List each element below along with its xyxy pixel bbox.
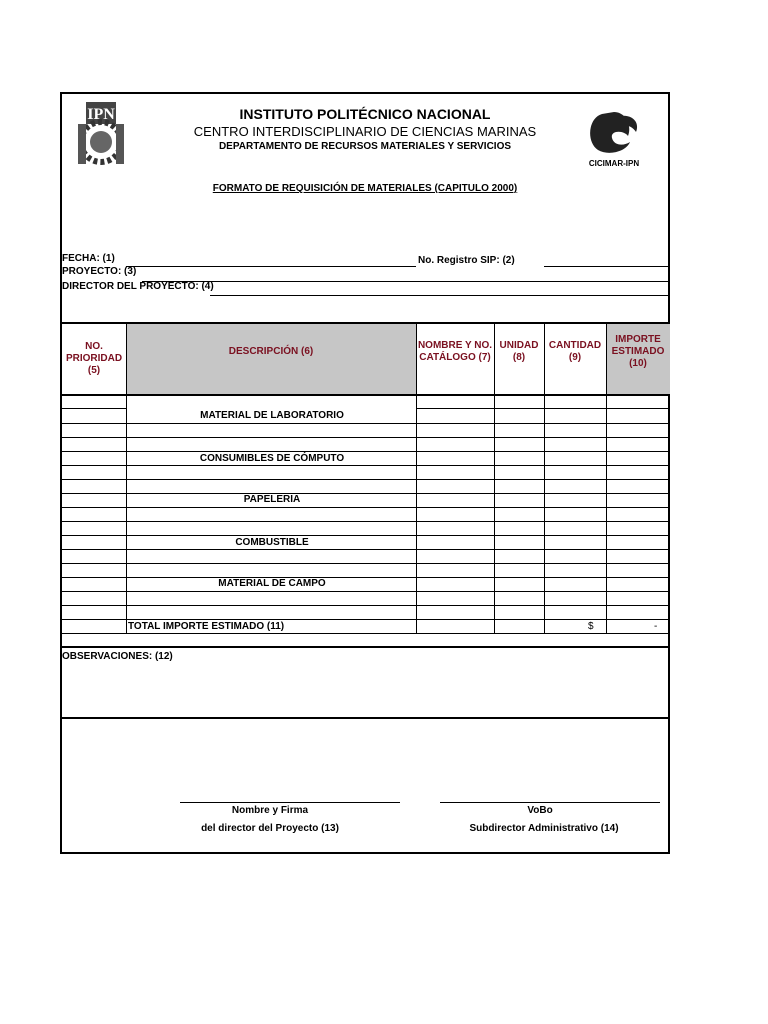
total-currency: $	[588, 621, 594, 632]
col-cantidad: CANTIDAD (9)	[548, 340, 602, 363]
signature-left-line2: del director del Proyecto (13)	[201, 823, 339, 834]
observaciones-label: OBSERVACIONES: (12)	[62, 651, 173, 662]
form-frame	[60, 92, 670, 854]
form-title: FORMATO DE REQUISICIÓN DE MATERIALES (CAPITULO 2000)	[212, 183, 518, 194]
col-unidad: UNIDAD (8)	[499, 340, 539, 363]
col-descripcion: DESCRIPCIÓN (6)	[228, 346, 314, 357]
col-importe: IMPORTE ESTIMADO (10)	[611, 334, 665, 369]
proyecto-label: PROYECTO: (3)	[62, 266, 137, 277]
svg-text:IPN: IPN	[87, 106, 115, 123]
signature-left-line1: Nombre y Firma	[231, 805, 309, 816]
ipn-logo-icon	[72, 100, 130, 168]
registro-label: No. Registro SIP: (2)	[418, 255, 515, 266]
signature-line-subdirector[interactable]	[440, 802, 660, 803]
category-laboratorio: MATERIAL DE LABORATORIO	[200, 410, 344, 421]
signature-right-line1: VoBo	[527, 805, 553, 816]
total-value: -	[654, 621, 658, 632]
col-prioridad: NO. PRIORIDAD (5)	[65, 341, 123, 376]
category-papeleria: PAPELERIA	[243, 494, 301, 505]
observaciones-area	[62, 717, 670, 719]
category-combustible: COMBUSTIBLE	[235, 537, 309, 548]
institute-title: INSTITUTO POLITÉCNICO NACIONAL	[239, 106, 491, 122]
fecha-label: FECHA: (1)	[62, 253, 115, 264]
registro-line[interactable]	[544, 266, 668, 267]
department-name: DEPARTAMENTO DE RECURSOS MATERIALES Y SERVICIOS	[218, 141, 512, 152]
signature-right-line2: Subdirector Administrativo (14)	[469, 823, 619, 834]
category-computo: CONSUMIBLES DE CÓMPUTO	[199, 453, 345, 464]
svg-text:CICIMAR-IPN: CICIMAR-IPN	[588, 159, 640, 168]
fecha-line[interactable]	[126, 266, 416, 267]
director-label: DIRECTOR DEL PROYECTO: (4)	[62, 281, 214, 292]
center-name: CENTRO INTERDISCIPLINARIO DE CIENCIAS MARINAS	[193, 124, 537, 139]
director-line[interactable]	[210, 295, 668, 296]
total-label: TOTAL IMPORTE ESTIMADO (11)	[128, 621, 285, 632]
proyecto-line[interactable]	[142, 281, 668, 282]
signature-line-director[interactable]	[180, 802, 400, 803]
col-catalogo: NOMBRE Y NO. CATÁLOGO (7)	[417, 340, 493, 363]
category-campo: MATERIAL DE CAMPO	[218, 578, 326, 589]
